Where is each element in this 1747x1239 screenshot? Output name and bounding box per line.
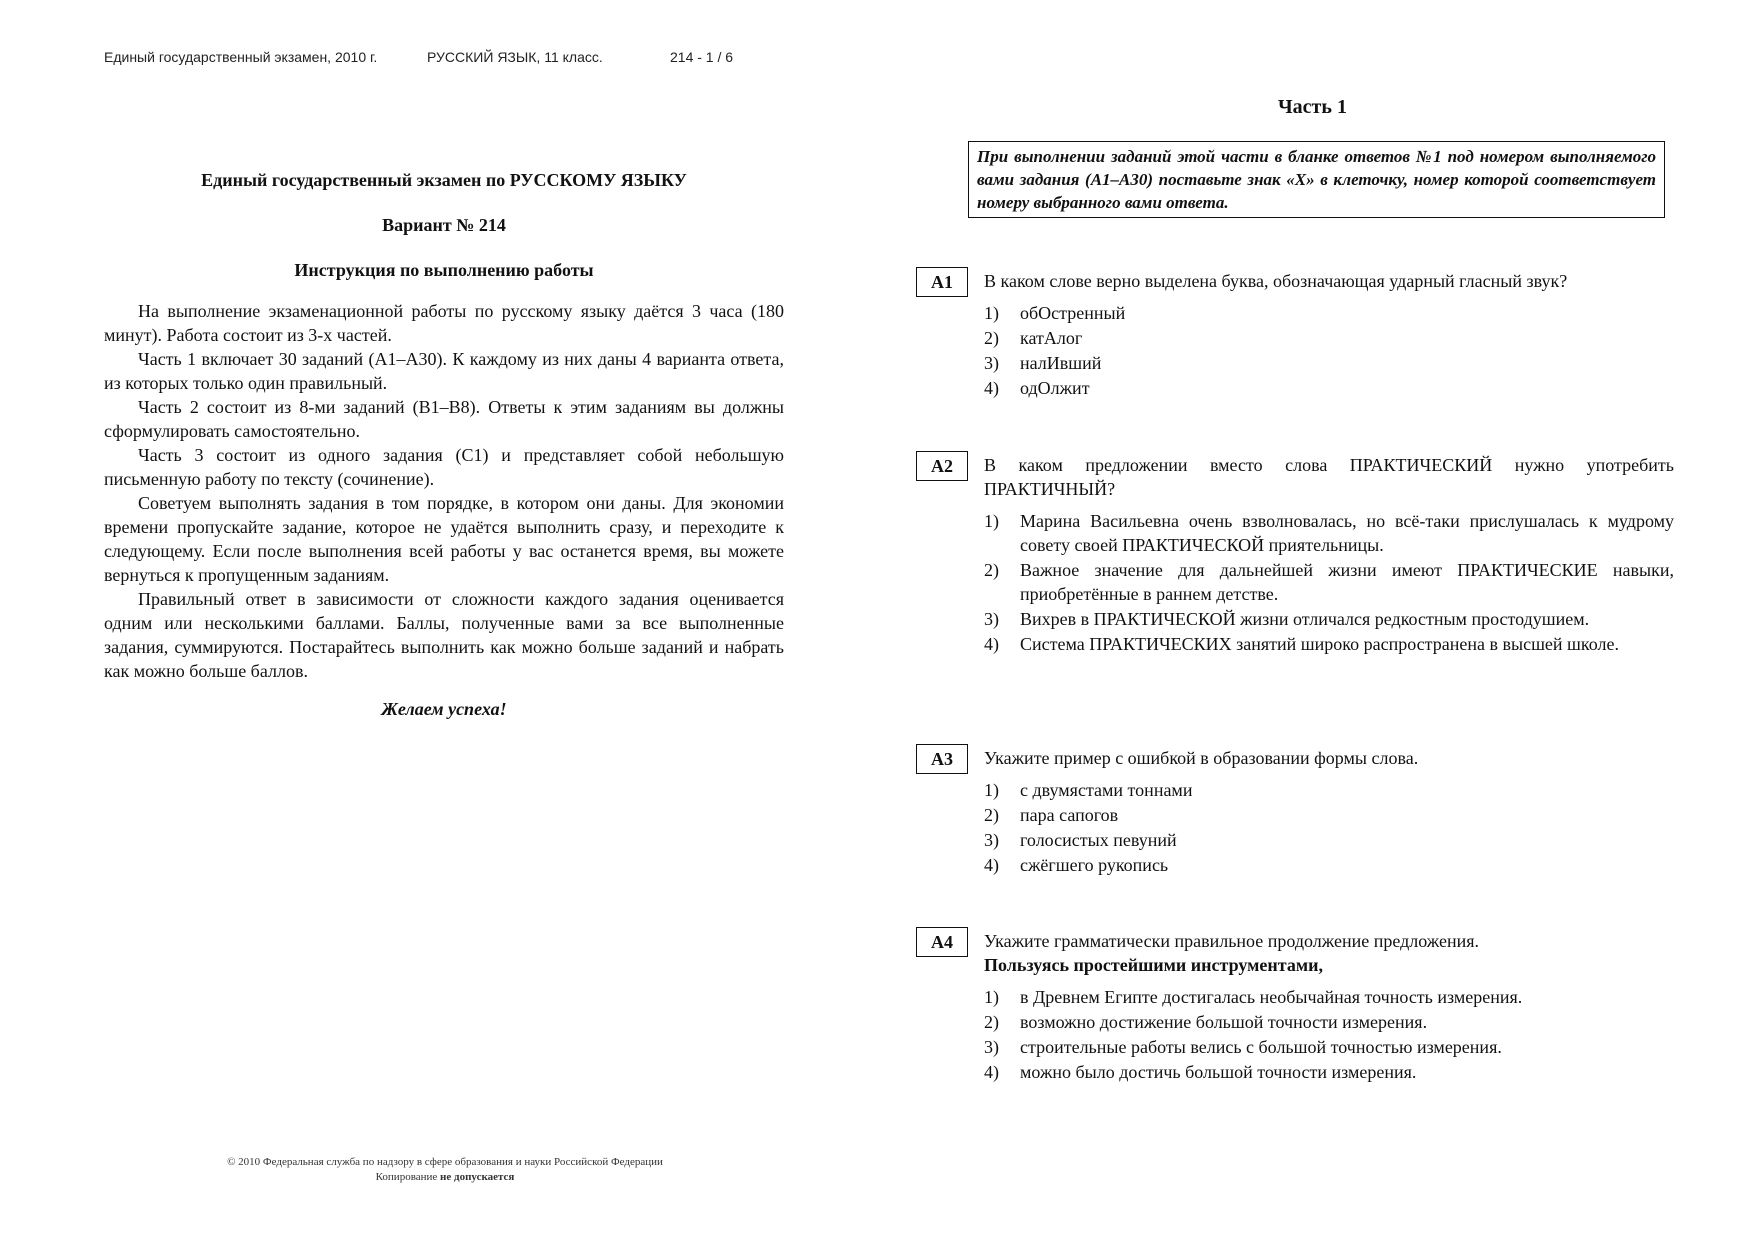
answer-option: 3) голосистых певуний	[984, 830, 1177, 850]
answer-option: 2) Важное значение для дальнейшей жизни имеют ПРАКТИЧЕСКИЕ навыки, приобретённые в раннем детстве.	[984, 560, 1674, 604]
header-subject: РУССКИЙ ЯЗЫК, 11 класс.	[427, 49, 603, 65]
copyright-footer	[180, 1155, 710, 1185]
variant-number: Вариант № 214	[382, 215, 506, 235]
answer-option: 4) можно было достичь большой точности измерения.	[984, 1062, 1417, 1082]
instruction-paragraph: Правильный ответ в зависимости от сложности каждого задания оценивается одним или несколькими баллами. Баллы, полученные вами за все выполненные задания, суммируются. Постарайтесь выполнить как можно больше заданий и набрать как можно больше баллов.	[104, 589, 784, 681]
answer-option: 4) сжёгшего рукопись	[984, 855, 1169, 875]
answer-option: 1) обОстренный	[984, 303, 1126, 323]
instruction-paragraph: На выполнение экзаменационной работы по русскому языку даётся 3 часа (180 минут). Работа состоит из 3-х частей.	[104, 301, 784, 345]
part-notice-box: При выполнении заданий этой части в бланке ответов №1 под номером выполняемого вами задания (А1–А30) поставьте знак «Х» в клеточку, номер которой соответствует номеру выбранного вами ответа.	[968, 141, 1665, 218]
task-a3	[914, 744, 1674, 878]
task-question: В каком предложении вместо слова ПРАКТИЧЕСКИЙ нужно употребить ПРАКТИЧНЫЙ?	[984, 455, 1674, 499]
task-a1	[914, 267, 1674, 401]
task-question	[984, 927, 1674, 977]
exam-title: Единый государственный экзамен по РУССКОМУ ЯЗЫКУ	[201, 170, 687, 190]
copying-notice: Копирование не допускается	[375, 1171, 515, 1183]
instructions-title: Инструкция по выполнению работы	[294, 260, 594, 280]
header-page-number: 214 - 1 / 6	[670, 49, 734, 65]
answer-option: 2) пара сапогов	[984, 805, 1119, 825]
answer-option: 2) катАлог	[984, 328, 1083, 348]
instruction-paragraph: Часть 3 состоит из одного задания (С1) и представляет собой небольшую письменную работу по тексту (сочинение).	[104, 445, 784, 489]
part-title: Часть 1	[1278, 96, 1347, 118]
task-question-text: Укажите грамматически правильное продолжение предложения.	[984, 931, 1480, 951]
task-question-sentence-start: Пользуясь простейшими инструментами,	[984, 955, 1323, 975]
answer-option: 2) возможно достижение большой точности измерения.	[984, 1012, 1428, 1032]
answer-options	[984, 509, 1674, 656]
task-number-box: А1	[916, 267, 968, 297]
task-question: В каком слове верно выделена буква, обозначающая ударный гласный звук?	[984, 271, 1568, 291]
copyright-line: © 2010 Федеральная служба по надзору в сфере образования и науки Российской Федерации	[227, 1156, 663, 1168]
answer-option: 3) строительные работы велись с большой точностью измерения.	[984, 1037, 1502, 1057]
task-a2	[914, 451, 1674, 657]
answer-option: 3) Вихрев в ПРАКТИЧЕСКОЙ жизни отличался редкостным простодушием.	[984, 609, 1590, 629]
header-exam: Единый государственный экзамен, 2010 г.	[104, 49, 378, 65]
answer-option: 1) Марина Васильевна очень взволновалась, но всё-таки прислушалась к мудрому совету своей ПРАКТИЧЕСКОЙ приятельницы.	[984, 511, 1674, 555]
answer-option: 4) Система ПРАКТИЧЕСКИХ занятий широко распространена в высшей школе.	[984, 634, 1619, 654]
answer-options	[984, 778, 1674, 877]
answer-option: 3) налИвший	[984, 353, 1102, 373]
good-luck-wish: Желаем успеха!	[381, 699, 507, 719]
answer-options	[984, 301, 1674, 400]
instructions-column	[104, 170, 784, 720]
answer-options	[984, 985, 1674, 1084]
instruction-paragraph: Часть 1 включает 30 заданий (А1–А30). К каждому из них даны 4 варианта ответа, из которых только один правильный.	[104, 349, 784, 393]
task-number-box: А2	[916, 451, 968, 481]
task-number-box: А3	[916, 744, 968, 774]
instruction-paragraph: Советуем выполнять задания в том порядке, в котором они даны. Для экономии времени пропускайте задание, которое не удаётся выполнить сразу, и переходите к следующему. Если после выполнения всей работы у вас останется время, вы можете вернуться к пропущенным заданиям.	[104, 493, 784, 585]
answer-option: 4) одОлжит	[984, 378, 1090, 398]
task-number-box: А4	[916, 927, 968, 957]
answer-option: 1) в Древнем Египте достигалась необычайная точность измерения.	[984, 987, 1523, 1007]
answer-option: 1) с двумястами тоннами	[984, 780, 1193, 800]
task-question: Укажите пример с ошибкой в образовании формы слова.	[984, 748, 1419, 768]
task-a4	[914, 927, 1674, 1085]
instruction-paragraph: Часть 2 состоит из 8-ми заданий (В1–В8). Ответы к этим заданиям вы должны сформулировать самостоятельно.	[104, 397, 784, 441]
